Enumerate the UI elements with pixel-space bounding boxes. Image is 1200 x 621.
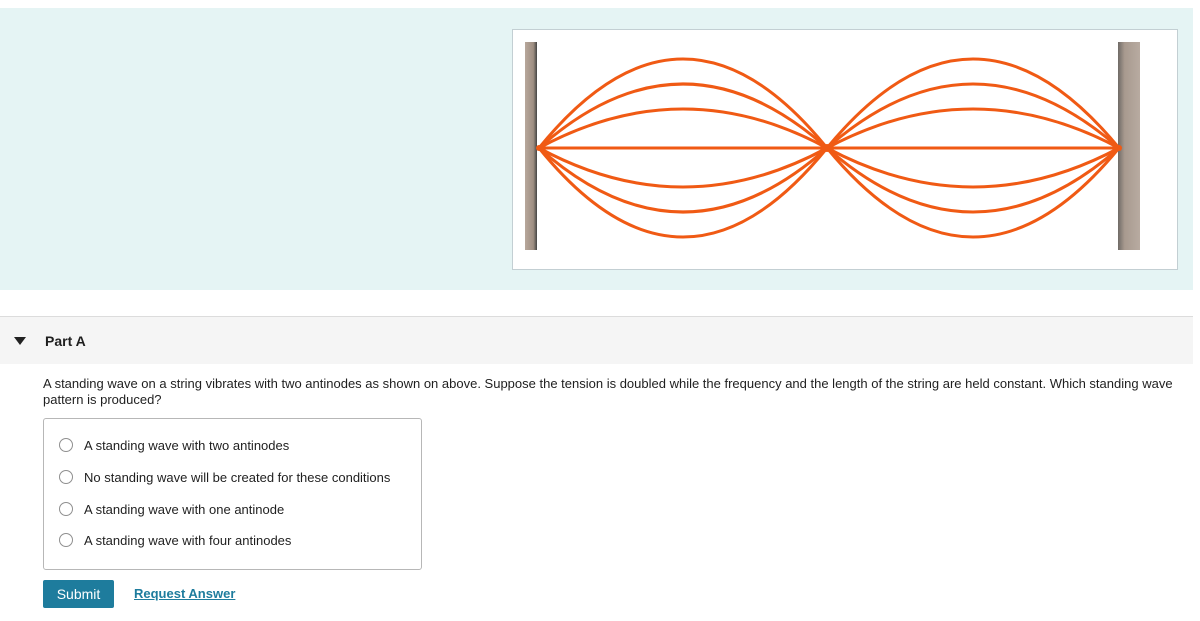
radio-icon[interactable]	[59, 438, 73, 452]
question-text: A standing wave on a string vibrates with two antinodes as shown on above. Suppose the tension is doubled while the frequency and the length of the string are held constant. Which standing wave pattern is produced?	[43, 376, 1173, 407]
answer-options	[43, 418, 422, 570]
standing-wave-diagram	[513, 30, 1177, 269]
node-middle	[823, 144, 831, 152]
option-label: No standing wave will be created for these conditions	[84, 470, 391, 485]
part-header[interactable]	[0, 316, 1193, 364]
option-label: A standing wave with one antinode	[84, 502, 285, 517]
part-title: Part A	[45, 333, 86, 349]
figure-panel	[0, 8, 1193, 290]
left-wall	[525, 42, 537, 250]
node-right	[1116, 145, 1122, 151]
node-left	[536, 145, 542, 151]
radio-icon[interactable]	[59, 533, 73, 547]
option-label: A standing wave with two antinodes	[84, 438, 290, 453]
option-one-antinode[interactable]	[44, 498, 421, 522]
standing-wave-figure	[512, 29, 1178, 270]
option-no-standing-wave[interactable]	[44, 466, 421, 490]
right-wall	[1118, 42, 1140, 250]
option-four-antinodes[interactable]	[44, 529, 421, 553]
radio-icon[interactable]	[59, 470, 73, 484]
option-two-antinodes[interactable]	[44, 434, 421, 458]
request-answer-link[interactable]: Request Answer	[134, 586, 236, 601]
submit-button[interactable]: Submit	[43, 580, 114, 608]
triangle-down-icon[interactable]	[14, 337, 26, 345]
option-label: A standing wave with four antinodes	[84, 533, 292, 548]
radio-icon[interactable]	[59, 502, 73, 516]
